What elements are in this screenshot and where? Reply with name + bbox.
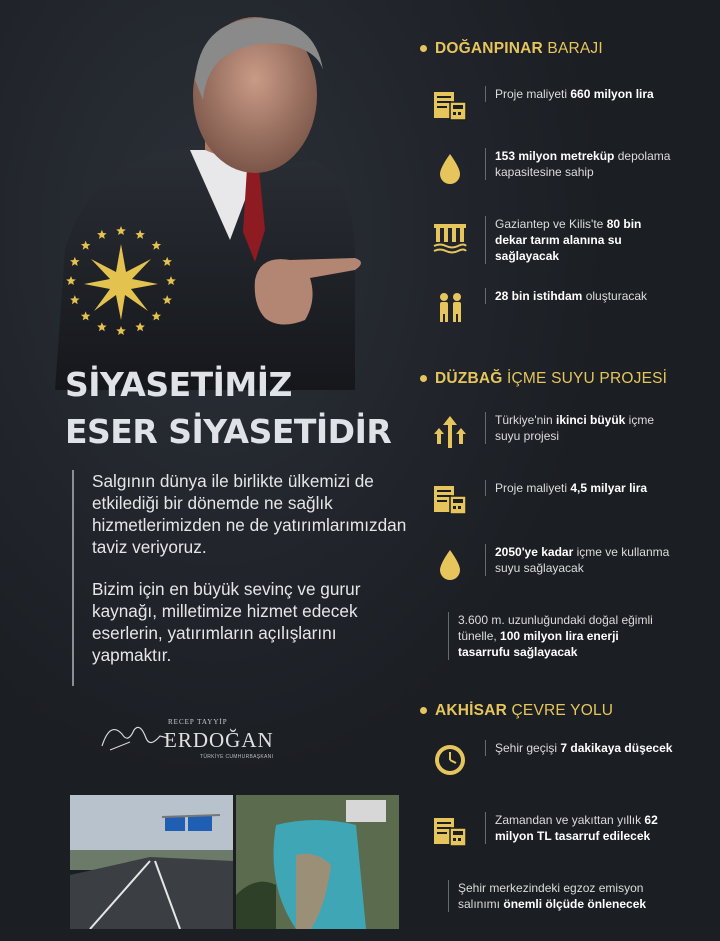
fact-text-bold: 660 milyon lira: [570, 87, 654, 101]
section-title-rest: ÇEVRE YOLU: [507, 702, 614, 719]
fact-text: [485, 544, 675, 576]
fact-text: [485, 812, 675, 844]
fact-text: [448, 612, 658, 660]
fact-text-regular: Proje maliyeti: [495, 87, 571, 101]
fact-text-regular: Proje maliyeti: [495, 481, 571, 495]
emblem-star: [66, 276, 76, 285]
presidential-seal-icon: [62, 222, 180, 340]
signature-subtitle: TÜRKİYE CUMHURBAŞKANI: [200, 754, 274, 760]
bullet-dot-icon: [420, 707, 427, 714]
emblem-star: [116, 226, 126, 235]
signature-name: ERDOĞAN: [164, 728, 274, 752]
headline-line2: ESER SİYASETİDİR: [65, 412, 392, 451]
emblem-star: [152, 311, 162, 320]
fact-text-bold: 62 milyon TL tasarruf edilecek: [495, 813, 658, 843]
quote: [72, 470, 412, 686]
section-title: [420, 702, 613, 720]
fact-text: [485, 216, 675, 264]
dam-icon: [430, 216, 470, 256]
emblem-star: [135, 230, 145, 239]
fact-text: [485, 480, 675, 496]
emblem-star: [70, 257, 80, 266]
fact-text-bold: 7 dakikaya düşecek: [560, 741, 673, 755]
fact-text-regular: içme ve kullanma suyu sağlayacak: [495, 545, 670, 575]
arrows-up-icon: [430, 412, 470, 452]
fact-text-regular: Şehir merkezindeki egzoz emisyon salınımı: [458, 881, 644, 911]
signature-scribble: [100, 716, 170, 756]
emblem-star: [81, 311, 91, 320]
bullet-dot-icon: [420, 375, 427, 382]
fact-text-bold: 4,5 milyar lira: [570, 481, 648, 495]
fact-text-regular: içme suyu projesi: [495, 413, 655, 443]
emblem-star: [97, 322, 107, 331]
signature-top: RECEP TAYYİP: [168, 718, 228, 726]
road-photo: [70, 795, 233, 929]
fact-text-regular: oluşturacak: [582, 289, 648, 303]
emblem-star: [81, 241, 91, 250]
bullet-dot-icon: [420, 45, 427, 52]
dam-photo: [236, 795, 399, 929]
fact-text-regular: Zamandan ve yakıttan yıllık: [495, 813, 645, 827]
water-drop-icon: [430, 148, 470, 188]
emblem-star: [116, 326, 126, 335]
fact-text-bold: ikinci büyük: [555, 413, 626, 427]
fact-text-regular: Şehir geçişi: [495, 741, 561, 755]
quote-paragraph: Bizim için en büyük sevinç ve gurur kaynağı, milletimize hizmet edecek eserlerin, yatırımların açılışlarını yapmaktır.: [92, 579, 361, 665]
section-title-rest: İÇME SUYU PROJESİ: [502, 370, 668, 387]
money-document-icon: [430, 480, 470, 520]
emblem-star: [135, 322, 145, 331]
fact-text-bold: 153 milyon metreküp: [495, 149, 615, 163]
fact-text: [485, 148, 675, 180]
emblem-star: [166, 276, 176, 285]
fact-text-regular: depolama kapasitesine sahip: [495, 149, 671, 179]
fact-text-bold: 2050'ye kadar: [495, 545, 574, 559]
section-title-rest: BARAJI: [542, 40, 603, 57]
quote-paragraph: Salgının dünya ile birlikte ülkemizi de etkilediği bir dönemde ne sağlık hizmetlerimizden ne de yatırımlarımızdan taviz veriyoruz.: [92, 471, 407, 557]
fact-text: [485, 288, 675, 304]
section-title: [420, 40, 603, 58]
section-title: [420, 370, 667, 388]
section-title-bold: AKHİSAR: [435, 702, 508, 719]
emblem-star: [97, 230, 107, 239]
money-document-icon: [430, 86, 470, 126]
fact-text-regular: Türkiye'nin: [495, 413, 556, 427]
fact-text: [448, 880, 658, 912]
fact-text-bold: önemli ölçüde önlenecek: [503, 897, 647, 911]
fact-text-bold: 80 bin dekar tarım alanına su sağlayacak: [495, 217, 642, 263]
section-title-bold: DOĞANPINAR: [435, 40, 543, 57]
fact-text-bold: 100 milyon lira enerji tasarrufu sağlayacak: [458, 629, 619, 659]
headline: [65, 365, 405, 451]
people-icon: [430, 288, 470, 328]
emblem-star: [162, 295, 172, 304]
fact-text: [485, 740, 675, 756]
fact-text-regular: 3.600 m. uzunluğundaki doğal eğimli tünelle,: [458, 613, 653, 643]
clock-icon: [430, 740, 470, 780]
emblem-star: [162, 257, 172, 266]
signature: [100, 712, 280, 768]
section-title-bold: DÜZBAĞ: [435, 370, 503, 387]
emblem-star: [70, 295, 80, 304]
fact-text-bold: 28 bin istihdam: [495, 289, 583, 303]
fact-text-regular: Gaziantep ve Kilis'te: [495, 217, 607, 231]
fact-text: [485, 412, 675, 444]
emblem-star: [152, 241, 162, 250]
headline-line1: SİYASETİMİZ: [65, 365, 292, 404]
water-drop-icon: [430, 544, 470, 584]
money-document-icon: [430, 812, 470, 852]
fact-text: [485, 86, 675, 102]
